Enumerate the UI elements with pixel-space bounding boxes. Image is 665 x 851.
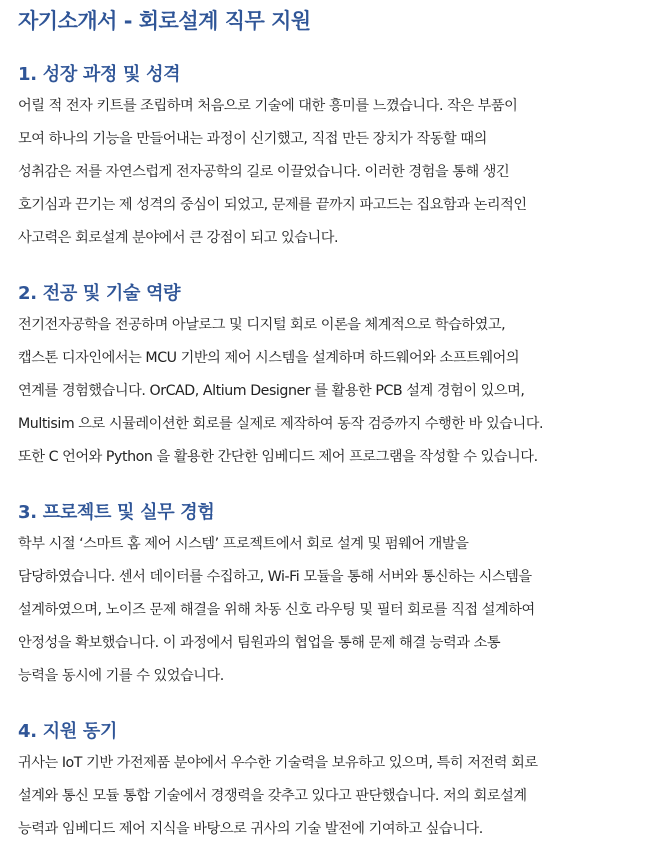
text-line: 귀사는 IoT 기반 가전제품 분야에서 우수한 기술력을 보유하고 있으며, 특히 저전력 회로 xyxy=(18,755,538,771)
section-heading: 2. 전공 및 기술 역량 xyxy=(18,283,181,304)
section-body xyxy=(18,747,647,846)
text-line: 능력을 동시에 기를 수 있었습니다. xyxy=(18,668,224,684)
text-line: 또한 C 언어와 Python 을 활용한 간단한 임베디드 제어 프로그램을 작성할 수 있습니다. xyxy=(18,449,538,465)
section-projects xyxy=(18,500,647,693)
text-line: 설계와 통신 모듈 통합 기술에서 경쟁력을 갖추고 있다고 판단했습니다. 저의 회로설계 xyxy=(18,788,527,804)
section-growth xyxy=(18,62,647,255)
text-line: 설계하였으며, 노이즈 문제 해결을 위해 차동 신호 라우팅 및 필터 회로를 직접 설계하여 xyxy=(18,602,535,618)
text-line: 담당하였습니다. 센서 데이터를 수집하고, Wi-Fi 모듈을 통해 서버와 통신하는 시스템을 xyxy=(18,569,532,585)
text-line: 어릴 적 전자 키트를 조립하며 처음으로 기술에 대한 흥미를 느꼈습니다. 작은 부품이 xyxy=(18,98,518,114)
section-body xyxy=(18,309,647,474)
text-line: 모여 하나의 기능을 만들어내는 과정이 신기했고, 직접 만든 장치가 작동할 때의 xyxy=(18,131,487,147)
text-line: 호기심과 끈기는 제 성격의 중심이 되었고, 문제를 끝까지 파고드는 집요함과 논리적인 xyxy=(18,197,527,213)
section-skills xyxy=(18,281,647,474)
text-line: 전기전자공학을 전공하며 아날로그 및 디지털 회로 이론을 체계적으로 학습하였고, xyxy=(18,317,506,333)
section-heading: 1. 성장 과정 및 성격 xyxy=(18,64,181,85)
document-title: 자기소개서 - 회로설계 직무 지원 xyxy=(18,9,311,33)
text-line: 사고력은 회로설계 분야에서 큰 강점이 되고 있습니다. xyxy=(18,230,339,246)
text-line: 연계를 경험했습니다. OrCAD, Altium Designer 를 활용한 PCB 설계 경험이 있으며, xyxy=(18,383,525,399)
section-motivation xyxy=(18,719,647,846)
text-line: 성취감은 저를 자연스럽게 전자공학의 길로 이끌었습니다. 이러한 경험을 통해 생긴 xyxy=(18,164,510,180)
text-line: Multisim 으로 시뮬레이션한 회로를 실제로 제작하여 동작 검증까지 수행한 바 있습니다. xyxy=(18,416,544,432)
section-heading: 3. 프로젝트 및 실무 경험 xyxy=(18,502,215,523)
text-line: 캡스톤 디자인에서는 MCU 기반의 제어 시스템을 설계하며 하드웨어와 소프트웨어의 xyxy=(18,350,520,366)
section-heading: 4. 지원 동기 xyxy=(18,721,118,742)
text-line: 안정성을 확보했습니다. 이 과정에서 팀원과의 협업을 통해 문제 해결 능력과 소통 xyxy=(18,635,501,651)
text-line: 학부 시절 ‘스마트 홈 제어 시스템’ 프로젝트에서 회로 설계 및 펌웨어 개발을 xyxy=(18,536,469,552)
section-body xyxy=(18,90,647,255)
section-body xyxy=(18,528,647,693)
text-line: 능력과 임베디드 제어 지식을 바탕으로 귀사의 기술 발전에 기여하고 싶습니다. xyxy=(18,821,483,837)
